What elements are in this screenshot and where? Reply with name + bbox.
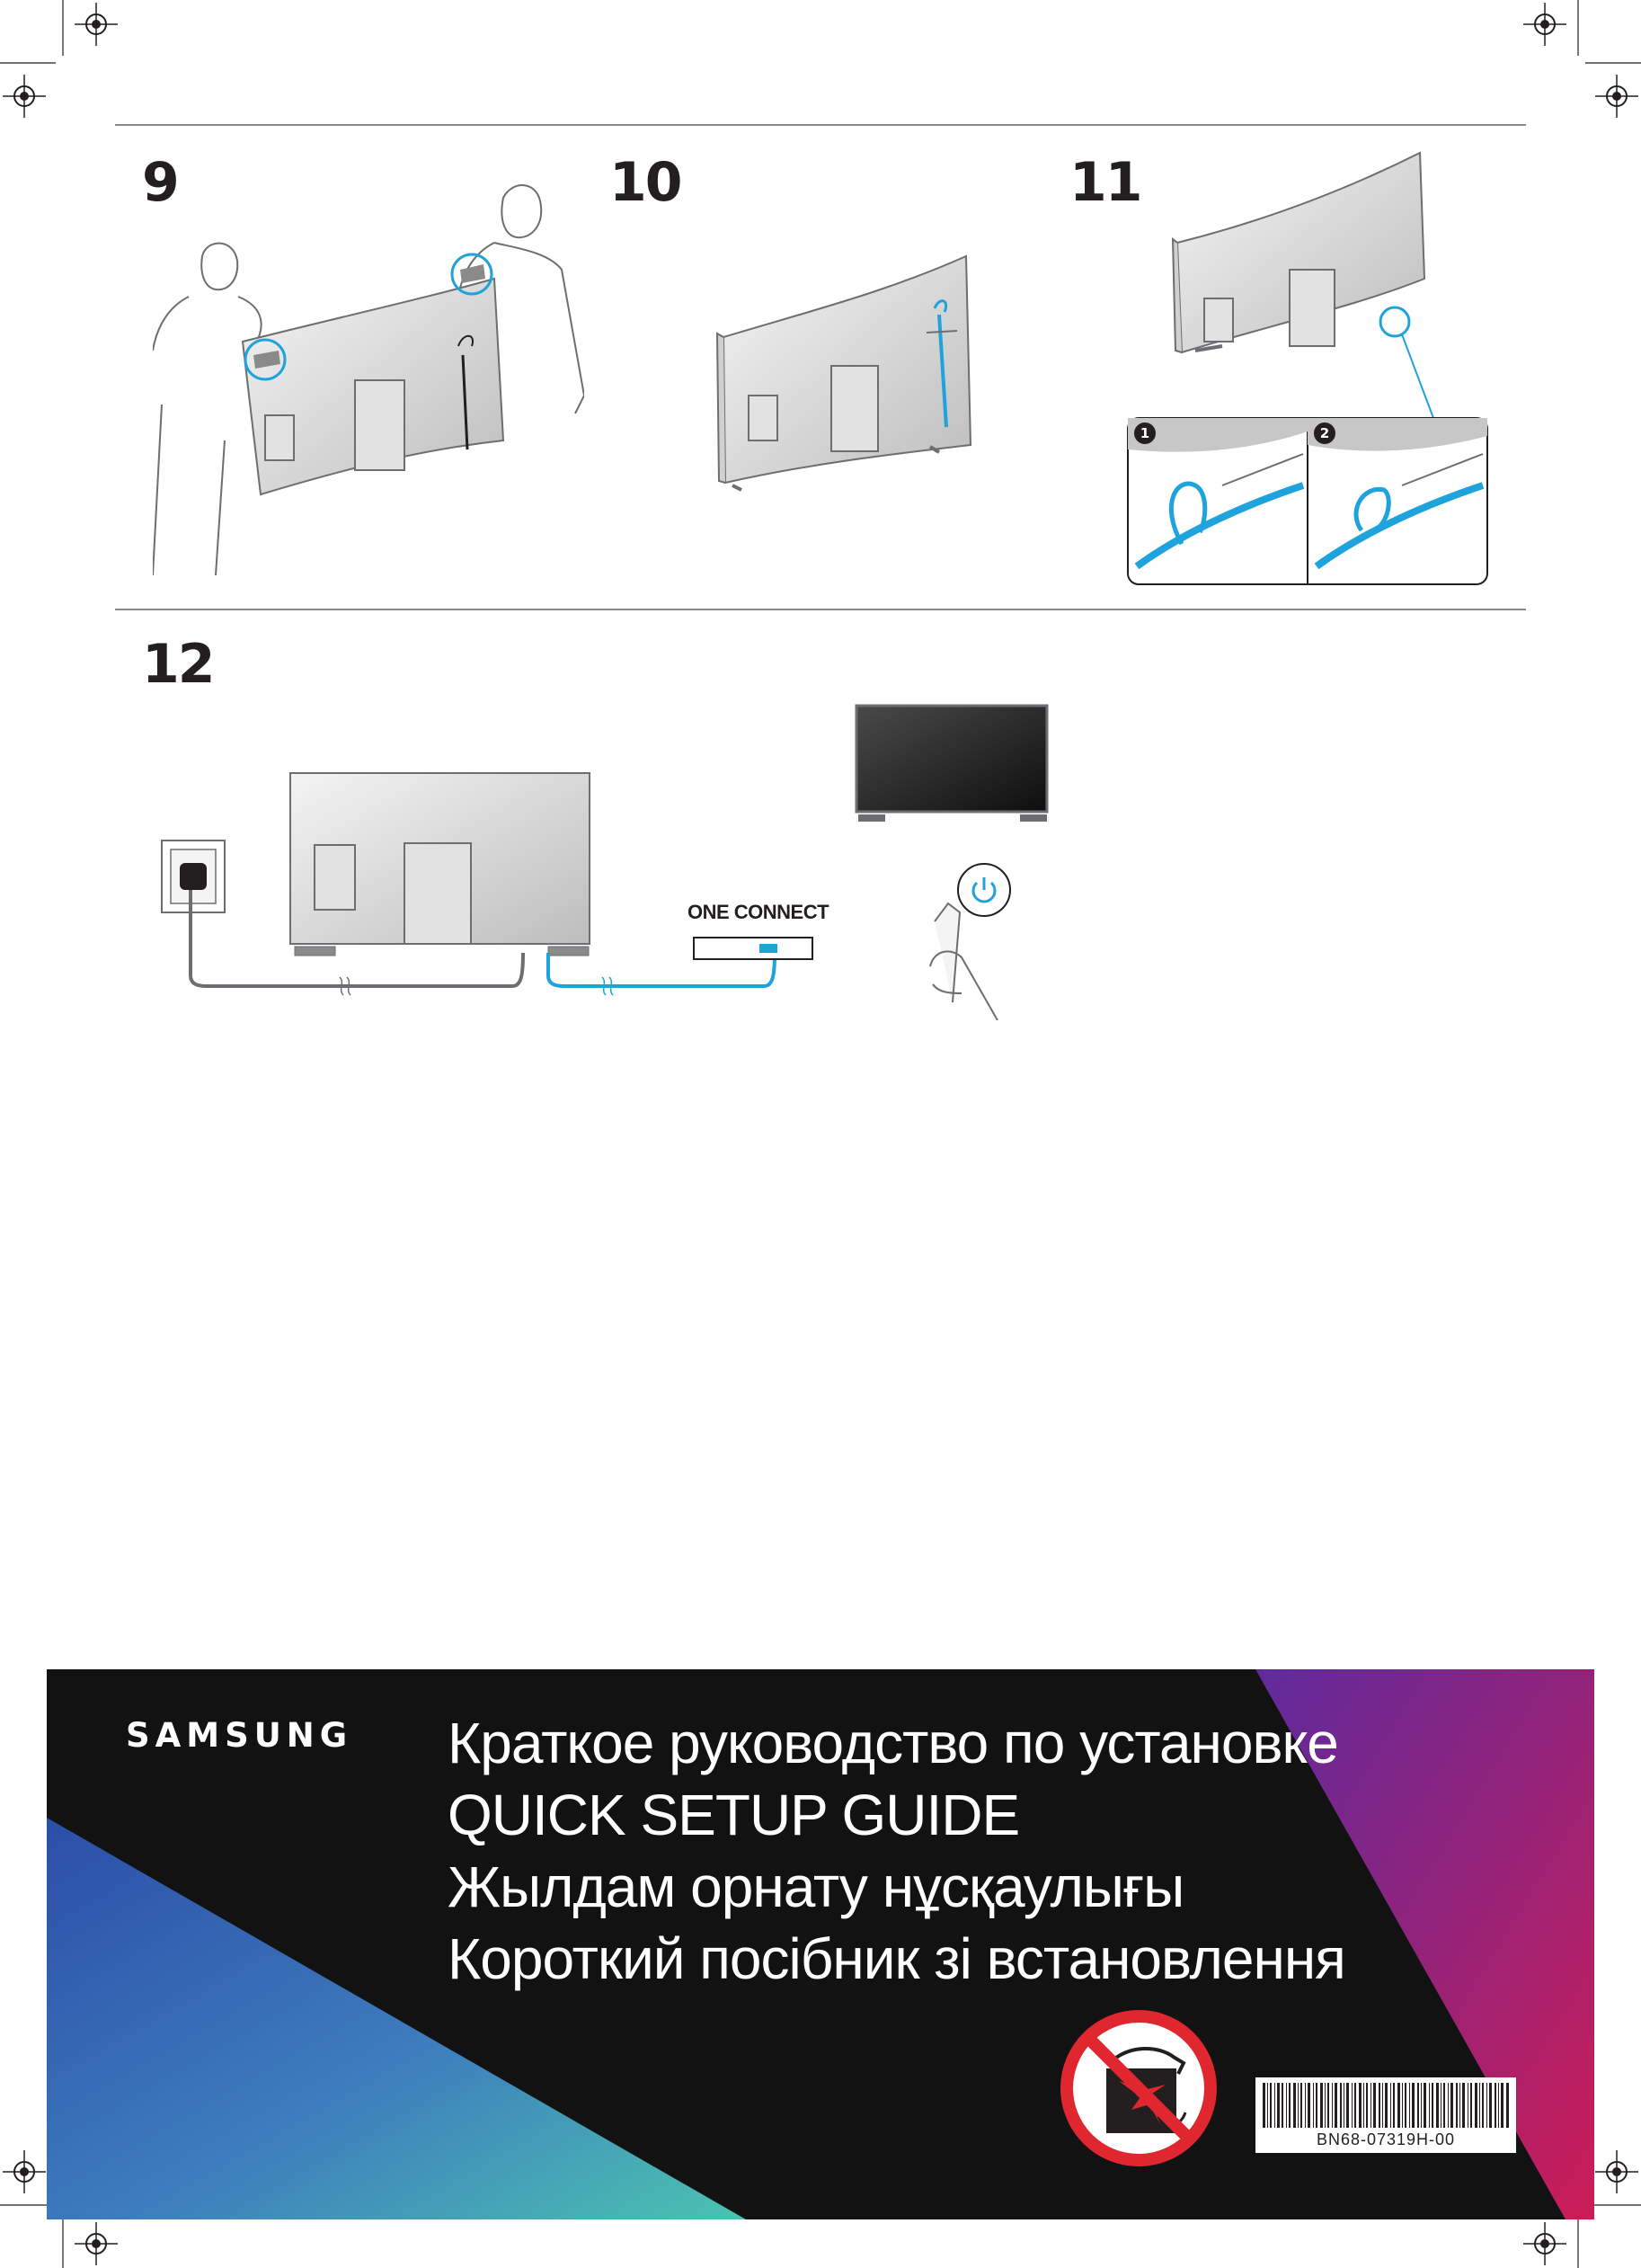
step-number-10: 10 (609, 151, 681, 214)
step-11-illustration (1123, 144, 1492, 593)
top-divider (115, 124, 1526, 126)
step-number-11: 11 (1069, 151, 1141, 214)
detail-badge-2: 2 (1314, 422, 1335, 444)
step-12-connection-diagram (153, 769, 836, 1002)
barcode (1255, 2077, 1516, 2153)
barcode-number: BN68-07319H-00 (1316, 2130, 1456, 2148)
middle-divider (115, 609, 1526, 610)
step-number-12: 12 (142, 633, 214, 696)
cover-banner (47, 1669, 1594, 2219)
one-connect-label: ONE CONNECT (687, 901, 829, 923)
barcode-bars (1263, 2083, 1509, 2128)
step-number-9: 9 (142, 151, 178, 214)
samsung-logo: SAMSUNG (126, 1716, 353, 1755)
no-pressing-screen-icon (1060, 2009, 1218, 2167)
detail-badge-1: 1 (1134, 422, 1156, 444)
power-icon (955, 861, 1013, 919)
step-10-illustration (714, 247, 984, 517)
title-kazakh: Жылдам орнату нұсқаулығы (448, 1854, 1184, 1919)
title-russian: Краткое руководство по установке (448, 1711, 1338, 1775)
tv-front-illustration (854, 703, 1051, 829)
step-9-illustration (153, 171, 584, 575)
title-ukrainian: Короткий посібник зі встановлення (448, 1926, 1345, 1991)
title-english: QUICK SETUP GUIDE (448, 1783, 1020, 1847)
guide-titles (448, 1707, 1345, 1995)
